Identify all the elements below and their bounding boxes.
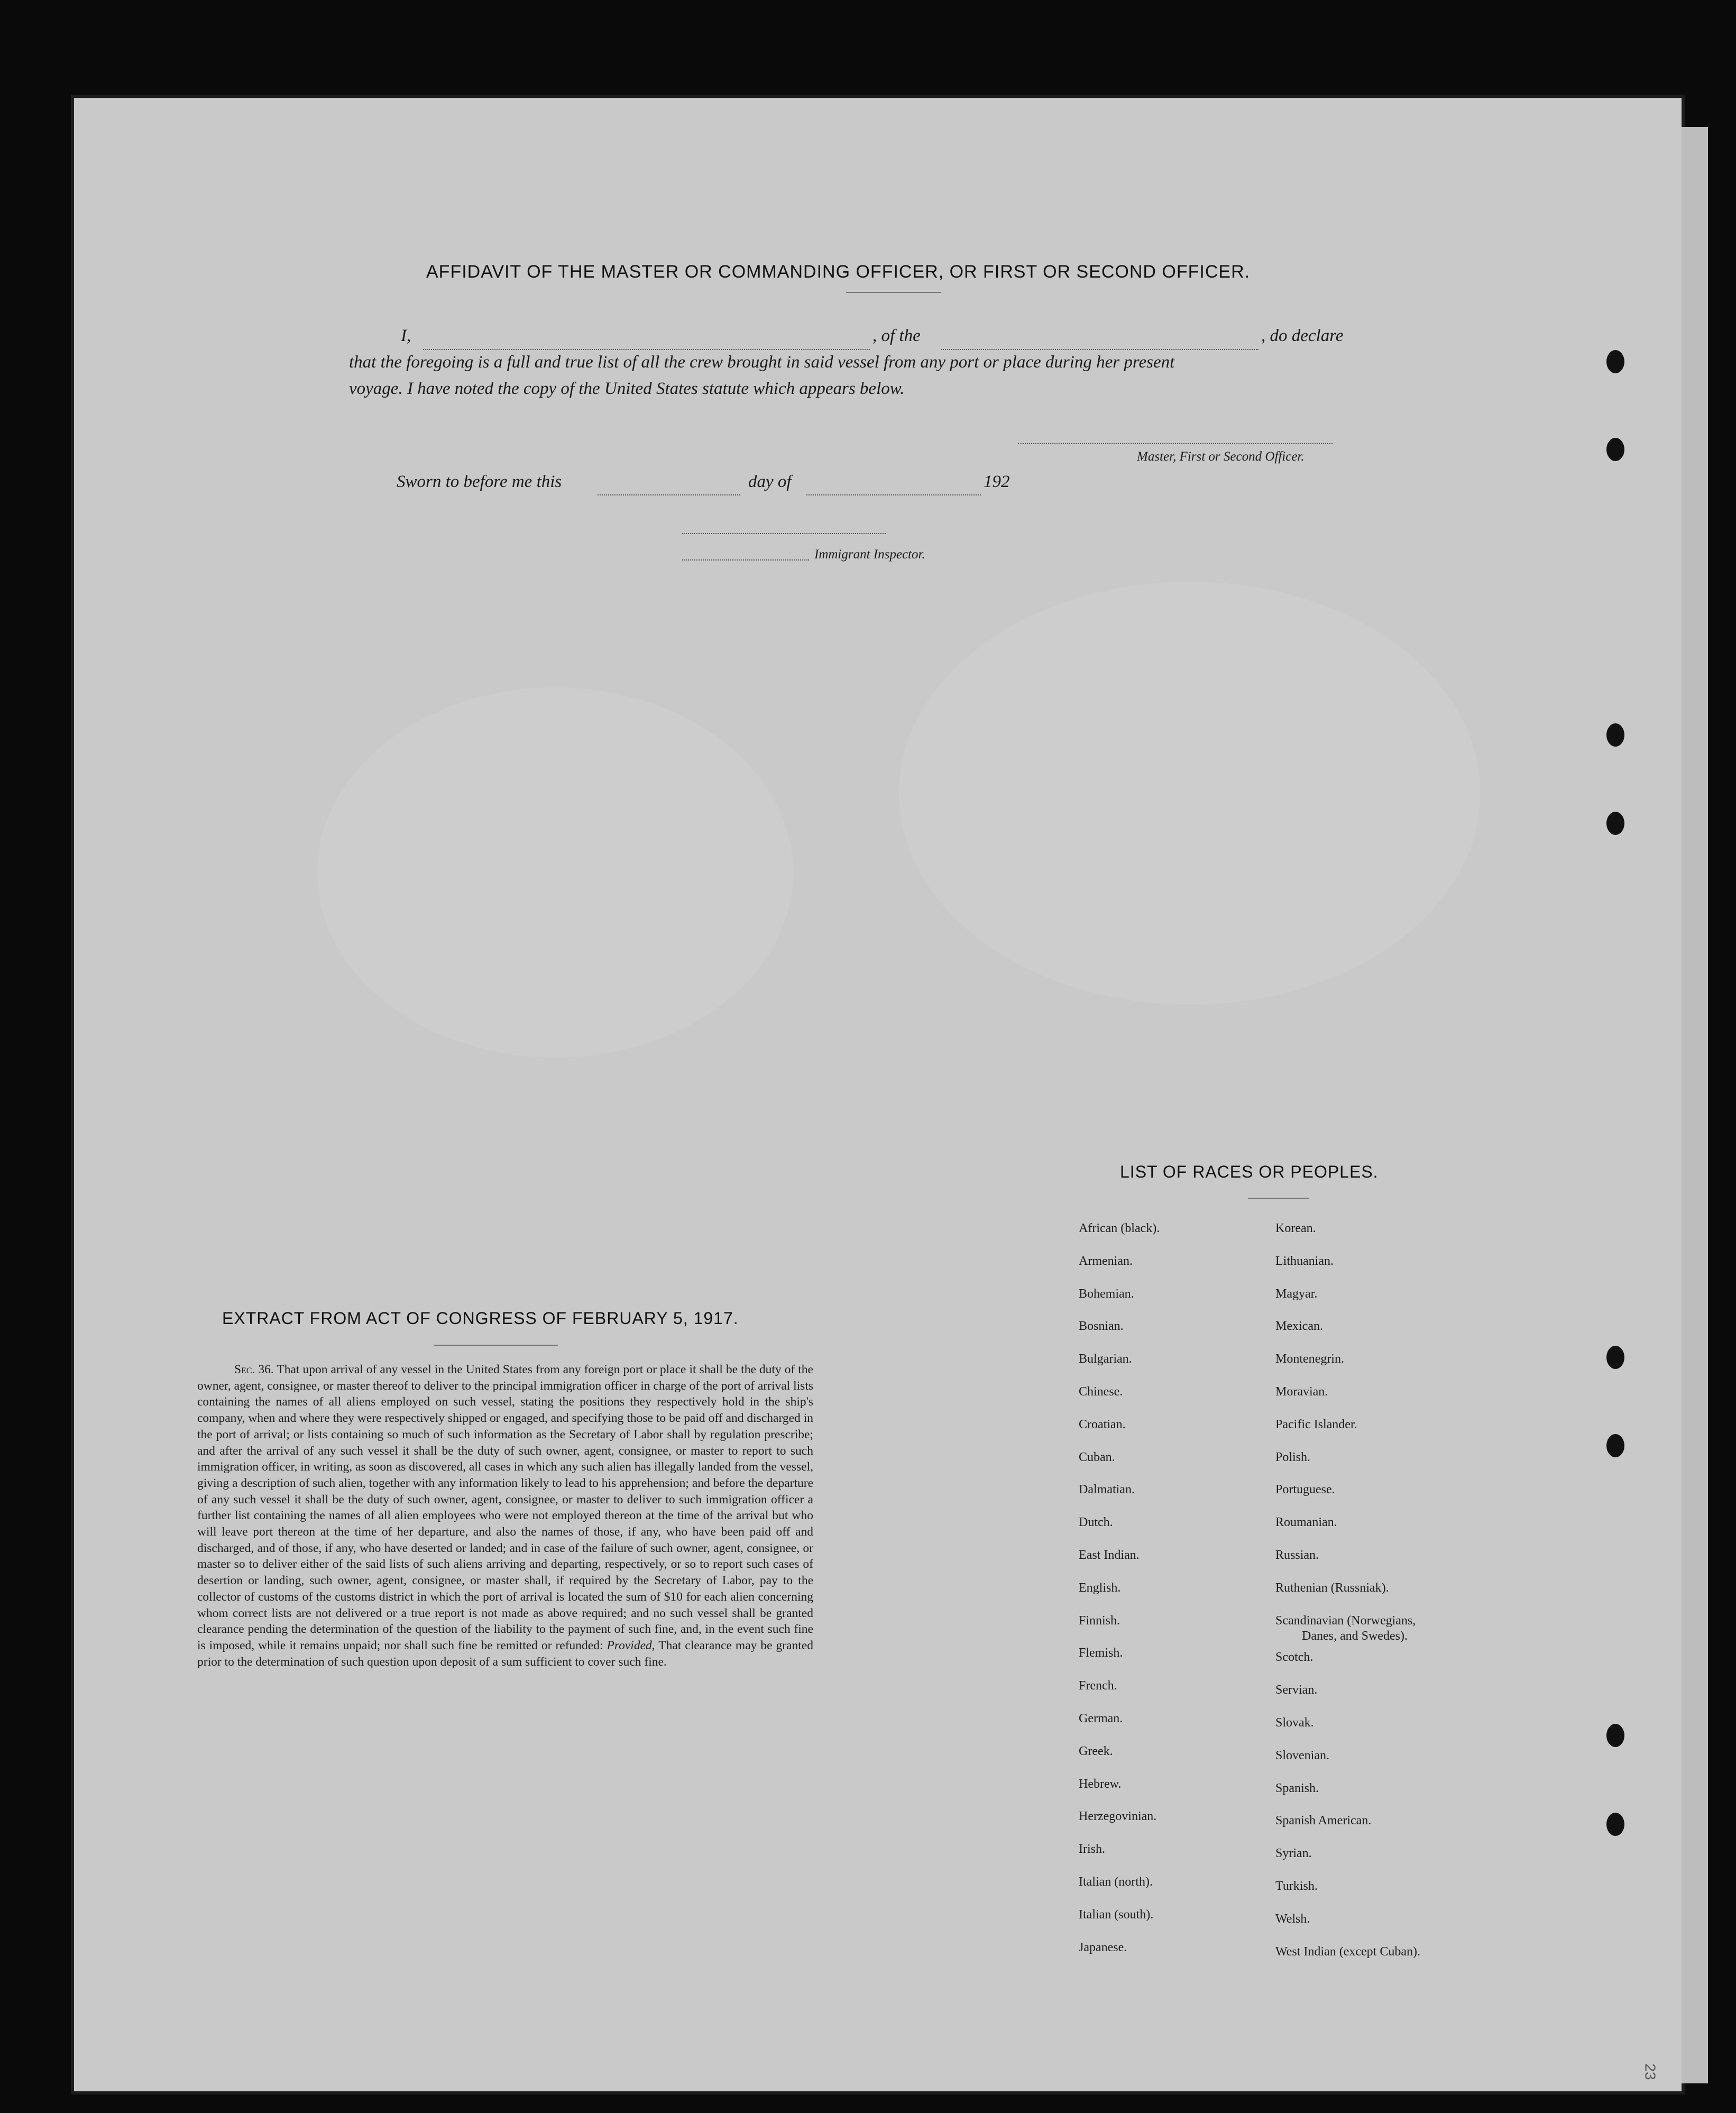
extract-title: EXTRACT FROM ACT OF CONGRESS OF FEBRUARY 5, 1917. <box>222 1309 739 1328</box>
provided-word: Provided, <box>607 1638 655 1652</box>
race-item: Pacific Islander. <box>1275 1417 1357 1431</box>
extract-body <box>197 1362 813 1670</box>
race-item: Moravian. <box>1275 1385 1328 1399</box>
race-item: Spanish. <box>1275 1781 1319 1795</box>
punch-hole <box>1606 1813 1624 1836</box>
race-item: Japanese. <box>1079 1940 1127 1954</box>
race-item: Italian (north). <box>1079 1875 1153 1889</box>
affidavit-declare: , do declare <box>1261 326 1344 345</box>
punch-hole <box>1606 438 1624 461</box>
punch-hole <box>1606 1346 1624 1369</box>
binding-strip <box>1682 127 1708 2083</box>
race-item: Lithuanian. <box>1275 1254 1334 1268</box>
race-item: Italian (south). <box>1079 1907 1154 1922</box>
race-item: Slovak. <box>1275 1716 1314 1730</box>
sworn-text: Sworn to before me this <box>397 472 562 491</box>
race-item: Montenegrin. <box>1275 1352 1344 1366</box>
race-item: Mexican. <box>1275 1319 1323 1334</box>
inspector-label: Immigrant Inspector. <box>814 547 925 562</box>
races-rule <box>1248 1198 1309 1199</box>
master-label: Master, First or Second Officer. <box>1137 449 1305 464</box>
race-item: Bulgarian. <box>1079 1352 1132 1366</box>
inspector-signature-line[interactable] <box>682 559 809 561</box>
race-item: East Indian. <box>1079 1548 1140 1562</box>
race-item: Scandinavian (Norwegians, <box>1275 1613 1416 1628</box>
race-item: Bohemian. <box>1079 1287 1134 1301</box>
race-item: West Indian (except Cuban). <box>1275 1944 1420 1959</box>
race-item: Welsh. <box>1275 1912 1310 1926</box>
page-number-mark: 23 <box>1642 2063 1659 2080</box>
race-item-continuation: Danes, and Swedes). <box>1302 1629 1408 1643</box>
race-item: Portuguese. <box>1275 1483 1335 1497</box>
punch-hole <box>1606 1724 1624 1747</box>
punch-hole <box>1606 350 1624 373</box>
race-item: Croatian. <box>1079 1417 1126 1431</box>
extract-text-1: That upon arrival of any vessel in the United States from any foreign port or place it shall be the duty of the owner, agent, consignee, or master thereof to deliver to the principal immigration officer in charge of the port of arrival lists containing the names of all aliens employed on such vessel, stating the positions they respectively hold in the ship's company, when and where they were respectively shipped or engaged, and specifying those to be paid off and discharged in the port of arrival; or lists containing so much of such information as the Secretary of Labor shall by regulation prescribe; and after the arrival of any such vessel it shall be the duty of such owner, agent, consignee, or master to report to such immigration officer, in writing, as soon as discovered, all cases in which any such alien has illegally landed from the vessel, giving a description of such alien, together with any information likely to lead to his apprehension; and before the departure of any such vessel it shall be the duty of such owner, agent, consignee, or master to deliver to such immigration officer a further list containing the names of all alien employees who were not employed thereon at the time of the arrival but who will leave port thereon at the time of her departure, and also the names of those, if any, who have been paid off and discharged, and of those, if any, who have deserted or landed; and in case of the failure of such owner, agent, consignee, or master so to deliver either of the said lists of such aliens arriving and departing, respectively, or so to report such cases of desertion or landing, such owner, agent, consignee, or master shall, if required by the Secretary of Labor, pay to the collector of customs of the customs district in which the port of arrival is located the sum of $10 for each alien concerning whom correct lists are not delivered or a true report is not made as above required; and no such vessel shall be granted clearance pending the determination of the question of the liability to the payment of such fine, and, in the event such fine is imposed, while it remains unpaid; nor shall such fine be remitted or refunded: <box>197 1363 813 1652</box>
race-item: Chinese. <box>1079 1385 1123 1399</box>
race-item: English. <box>1079 1581 1121 1595</box>
master-signature-line[interactable] <box>1018 443 1333 444</box>
day-blank[interactable] <box>598 494 740 495</box>
month-blank[interactable] <box>806 494 981 495</box>
race-item: Polish. <box>1275 1450 1311 1464</box>
race-item: Dalmatian. <box>1079 1483 1135 1497</box>
race-item: Greek. <box>1079 1744 1113 1758</box>
year-text: 192 <box>984 472 1010 491</box>
race-item: French. <box>1079 1679 1117 1693</box>
race-item: Dutch. <box>1079 1515 1113 1530</box>
race-item: Russian. <box>1275 1548 1319 1562</box>
inspector-line-upper[interactable] <box>682 533 886 534</box>
race-item: Scotch. <box>1275 1650 1314 1665</box>
race-item: African (black). <box>1079 1221 1160 1235</box>
race-item: Finnish. <box>1079 1613 1120 1628</box>
extract-rule <box>434 1345 558 1346</box>
extract-text-2: That clearance may be granted prior to the determination of such question upon deposit of a sum sufficient to cover such fine. <box>197 1638 814 1669</box>
race-item: Roumanian. <box>1275 1515 1337 1530</box>
vessel-blank[interactable] <box>941 349 1259 350</box>
race-item: Spanish American. <box>1275 1814 1372 1828</box>
affidavit-title: AFFIDAVIT OF THE MASTER OR COMMANDING OFFICER, OR FIRST OR SECOND OFFICER. <box>426 262 1251 282</box>
race-item: Korean. <box>1275 1221 1316 1235</box>
section-label: Sec. 36. <box>234 1363 274 1376</box>
race-item: Herzegovinian. <box>1079 1809 1157 1824</box>
affidavit-line-2: that the foregoing is a full and true list of all the crew brought in said vessel from any port or place during her present <box>349 353 1175 372</box>
race-item: Magyar. <box>1275 1287 1318 1301</box>
race-item: Syrian. <box>1275 1846 1312 1861</box>
affidavit-i: I, <box>401 326 411 345</box>
race-item: Ruthenian (Russniak). <box>1275 1581 1389 1595</box>
affidavit-of-the: , of the <box>872 326 921 345</box>
race-item: Hebrew. <box>1079 1777 1122 1791</box>
name-blank[interactable] <box>423 349 870 350</box>
race-item: Flemish. <box>1079 1646 1123 1660</box>
watermark-smudge <box>317 687 793 1058</box>
race-item: Servian. <box>1275 1683 1318 1697</box>
punch-hole <box>1606 812 1624 835</box>
day-of-text: day of <box>748 472 792 491</box>
race-item: Slovenian. <box>1275 1748 1329 1762</box>
punch-hole <box>1606 723 1624 747</box>
affidavit-line-3: voyage. I have noted the copy of the United States statute which appears below. <box>349 379 905 398</box>
race-item: Irish. <box>1079 1842 1105 1857</box>
race-item: Cuban. <box>1079 1450 1115 1464</box>
race-item: Armenian. <box>1079 1254 1133 1268</box>
races-title: LIST OF RACES OR PEOPLES. <box>1120 1162 1379 1181</box>
title-rule <box>846 292 941 293</box>
watermark-smudge <box>899 582 1481 1005</box>
race-item: German. <box>1079 1712 1123 1725</box>
race-item: Turkish. <box>1275 1879 1318 1893</box>
punch-hole <box>1606 1434 1624 1457</box>
race-item: Bosnian. <box>1079 1319 1124 1334</box>
